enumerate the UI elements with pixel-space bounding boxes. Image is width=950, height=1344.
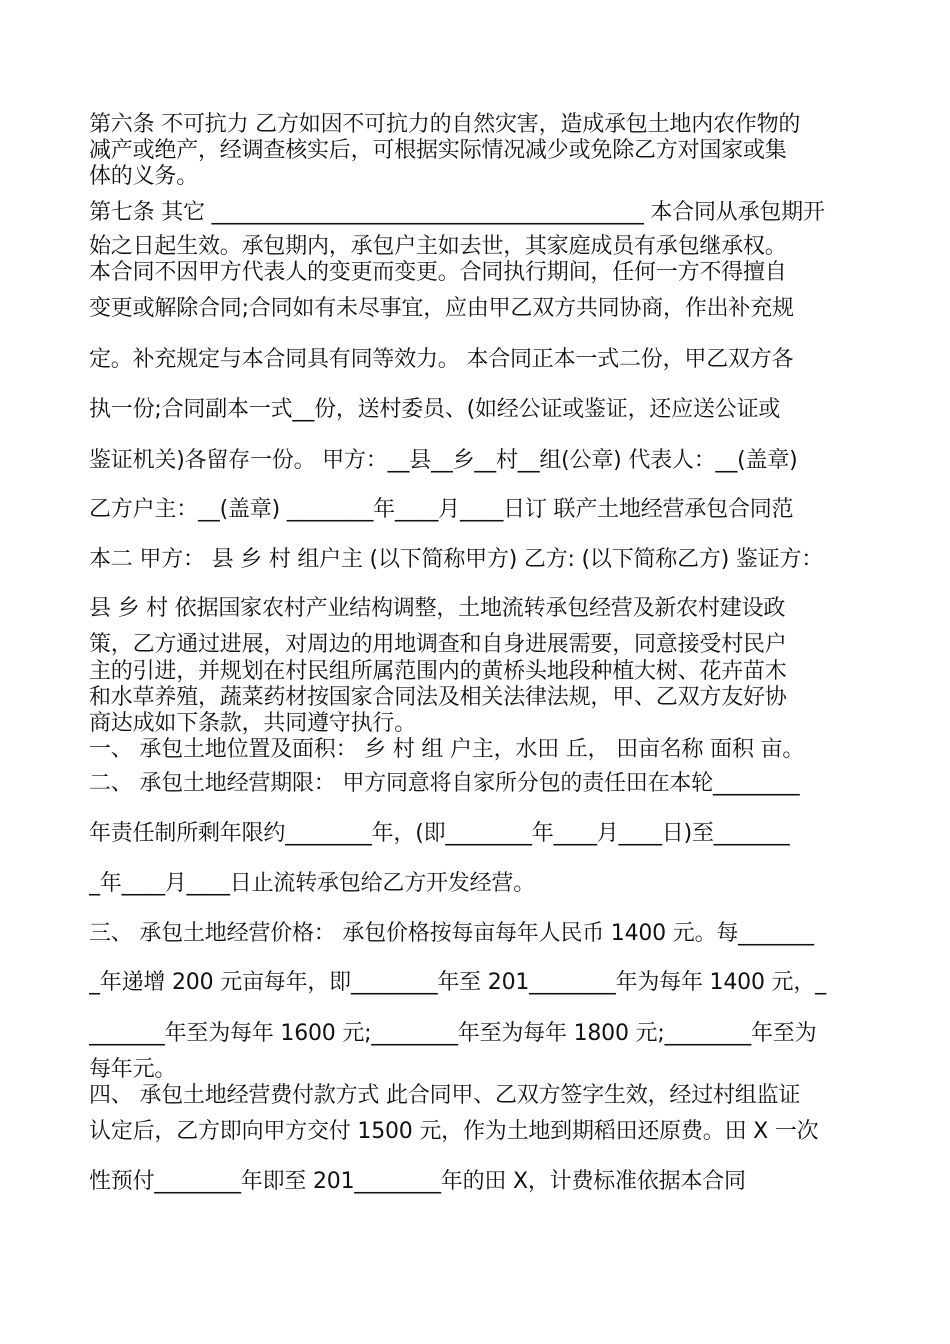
text-line: 乙方户主：__(盖章) ________年____月____日订 联产土地经营承包合同范: [89, 497, 794, 522]
text-line: 三、 承包土地经营价格： 承包价格按每亩每年人民币 1400 元。每_______: [89, 921, 814, 946]
text-line: 主的引进，并规划在村民组所属范围内的黄桥头地段种植大树、花卉苗木: [89, 659, 787, 684]
text-line: 商达成如下条款，共同遵守执行。: [89, 711, 417, 736]
text-line: 鉴证机关)各留存一份。 甲方：__县__乡__村__组(公章) 代表人：__(盖章): [89, 448, 798, 473]
text-line: 县 乡 村 依据国家农村产业结构调整，土地流转承包经营及新农村建设政: [89, 596, 786, 621]
text-line: _______年至为每年 1600 元;________年至为每年 1800 元;________年至为: [89, 1021, 817, 1046]
text-line: 年责任制所剩年限约________年，(即________年____月____日)至_______: [89, 821, 790, 846]
text-line: 性预付________年即至 201________年的田 X，计费标准依据本合同: [89, 1169, 746, 1194]
text-line: _年____月____日止流转承包给乙方开发经营。: [89, 871, 536, 896]
text-line: 始之日起生效。承包期内，承包户主如去世，其家庭成员有承包继承权。: [89, 234, 787, 259]
text-line: 变更或解除合同;合同如有未尽事宜，应由甲乙双方共同协商，作出补充规: [89, 296, 794, 321]
text-line: 策，乙方通过进展，对周边的用地调查和自身进展需要，同意接受村民户: [89, 632, 787, 657]
text-line: 一、 承包土地位置及面积： 乡 村 组 户主，水田 丘， 田亩名称 面积 亩。: [89, 737, 805, 762]
text-line: 四、 承包土地经营费付款方式 此合同甲、乙双方签字生效，经过村组监证: [89, 1083, 801, 1108]
text-line: 本合同不因甲方代表人的变更而变更。合同执行期间，任何一方不得擅自: [89, 260, 787, 285]
text-line: 体的义务。: [89, 164, 199, 189]
text-line: 每年元。: [89, 1057, 177, 1082]
text-line: 二、 承包土地经营期限： 甲方同意将自家所分包的责任田在本轮________: [89, 771, 800, 796]
text-line: 减产或绝产，经调查核实后，可根据实际情况减少或免除乙方对国家或集: [89, 138, 787, 163]
text-line: _年递增 200 元亩每年，即________年至 201________年为每年 1400 元，_: [89, 970, 826, 995]
text-line: 认定后，乙方即向甲方交付 1500 元，作为土地到期稻田还原费。田 X 一次: [89, 1119, 819, 1144]
text-line: 本二 甲方： 县 乡 村 组户主 (以下简称甲方) 乙方: (以下简称乙方) 鉴证方：: [89, 547, 824, 572]
text-line: 执一份;合同副本一式__份，送村委员、(如经公证或鉴证，还应送公证或: [89, 397, 781, 422]
text-line: 和水草养殖，蔬菜药材按国家合同法及相关法律法规，甲、乙双方友好协: [89, 685, 787, 710]
text-line: 第七条 其它 ________________________________________ 本合同从承包期开: [89, 200, 825, 225]
text-line: 定。补充规定与本合同具有同等效力。 本合同正本一式二份，甲乙双方各: [89, 347, 794, 372]
text-line: 第六条 不可抗力 乙方如因不可抗力的自然灾害，造成承包土地内农作物的: [89, 112, 801, 137]
